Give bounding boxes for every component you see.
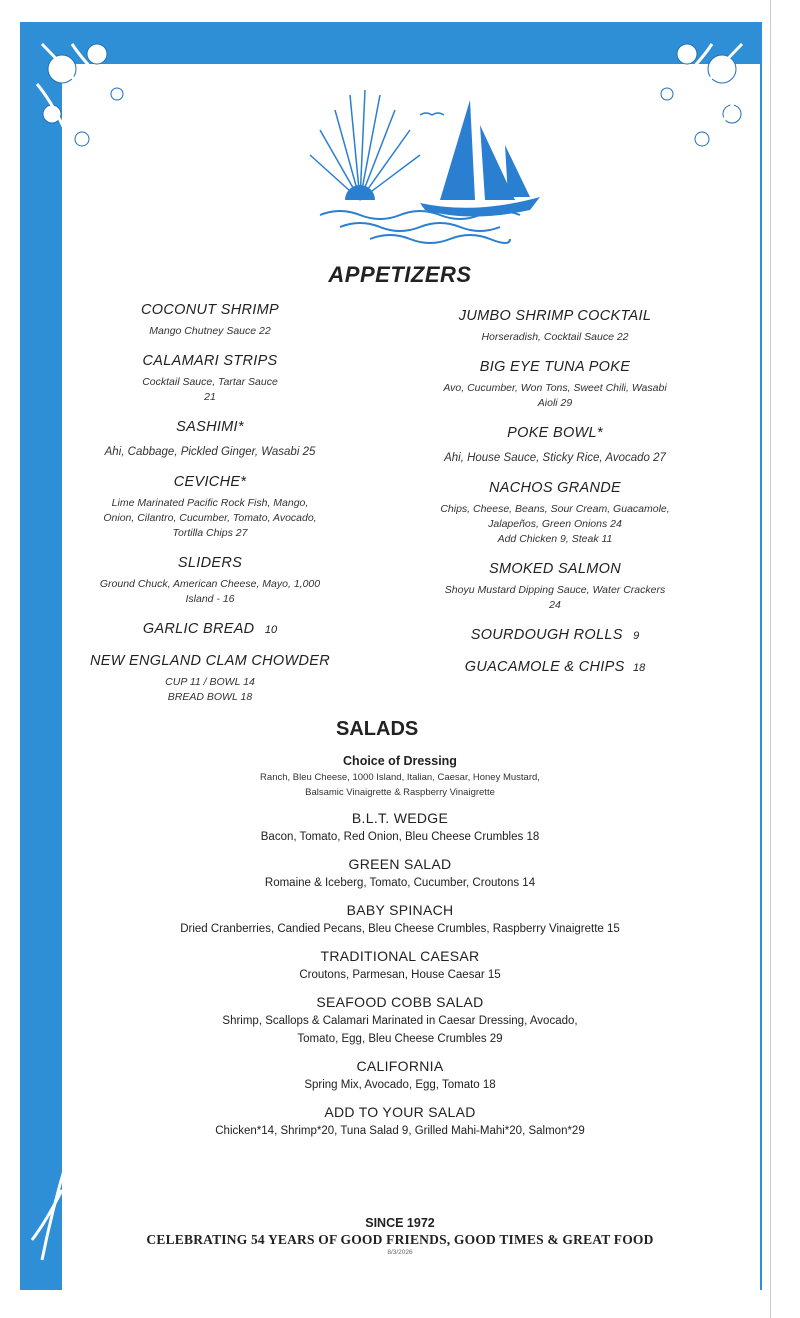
menu-item: [405, 559, 705, 613]
item-name: COCONUT SHRIMP: [141, 302, 279, 318]
menu-item: [405, 625, 705, 645]
item-description: Horseradish, Cocktail Sauce 22: [481, 331, 629, 343]
salad-name: SEAFOOD COBB SALAD: [316, 994, 484, 1010]
appetizers-right-column: [405, 300, 705, 689]
item-name: POKE BOWL*: [507, 425, 603, 441]
item-name: NACHOS GRANDE: [489, 480, 621, 496]
salad-name: ADD TO YOUR SALAD: [324, 1104, 476, 1120]
menu-item: [405, 306, 705, 345]
item-description: Shoyu Mustard Dipping Sauce, Water Crackers 24: [444, 584, 666, 611]
item-description: Cocktail Sauce, Tartar Sauce 21: [142, 376, 278, 403]
item-name: GARLIC BREAD: [142, 621, 255, 637]
menu-item: [60, 472, 360, 541]
salad-item: [60, 1056, 740, 1094]
item-description: Mango Chutney Sauce 22: [149, 325, 271, 337]
dressing-heading: Choice of Dressing: [343, 754, 457, 768]
salad-description: Bacon, Tomato, Red Onion, Bleu Cheese Crumbles 18: [260, 831, 540, 843]
item-description: Ahi, Cabbage, Pickled Ginger, Wasabi 25: [104, 446, 316, 458]
menu-item: [60, 417, 360, 460]
print-date: 8/3/2026: [387, 1249, 413, 1256]
footer: [0, 1216, 800, 1258]
menu-item: [405, 478, 705, 547]
item-name: BIG EYE TUNA POKE: [479, 359, 631, 375]
page-edge-line: [770, 0, 771, 1318]
item-description: CUP 11 / BOWL 14 BREAD BOWL 18: [165, 676, 255, 703]
menu-item: [60, 619, 360, 639]
item-name: CALAMARI STRIPS: [142, 353, 278, 369]
appetizers-left-column: [60, 300, 360, 717]
item-description: Avo, Cucumber, Won Tons, Sweet Chili, Wasabi Aioli 29: [443, 382, 667, 409]
salad-name: GREEN SALAD: [348, 856, 452, 872]
menu-item: [60, 351, 360, 405]
salad-description: Chicken*14, Shrimp*20, Tuna Salad 9, Grilled Mahi-Mahi*20, Salmon*29: [215, 1125, 585, 1137]
salad-description: Croutons, Parmesan, House Caesar 15: [299, 969, 501, 981]
since-text: SINCE 1972: [365, 1216, 435, 1230]
menu-item: [60, 300, 360, 339]
item-name: SASHIMI*: [176, 419, 244, 435]
salad-item: [60, 808, 740, 846]
salad-item: [60, 1102, 740, 1140]
menu-item: [60, 651, 360, 705]
floral-corner-top-right-icon: [632, 24, 762, 194]
item-name: JUMBO SHRIMP COCKTAIL: [458, 308, 652, 324]
dressing-options: Ranch, Bleu Cheese, 1000 Island, Italian, Caesar, Honey Mustard, Balsamic Vinaigrette & Raspberry Vinaigrette: [260, 772, 540, 798]
salad-description: Spring Mix, Avocado, Egg, Tomato 18: [304, 1079, 496, 1091]
salad-item: [60, 854, 740, 892]
sailboat-sunrise-illustration-icon: [300, 85, 560, 250]
floral-corner-top-left-icon: [22, 24, 152, 194]
item-price: 18: [633, 662, 646, 674]
item-name: SMOKED SALMON: [488, 561, 621, 577]
salad-description: Romaine & Iceberg, Tomato, Cucumber, Croutons 14: [264, 877, 536, 889]
item-price: 10: [264, 624, 278, 636]
menu-item: [405, 657, 705, 677]
salads-heading: SALADS: [336, 718, 419, 740]
item-name: CEVICHE*: [173, 474, 247, 490]
item-description: Ground Chuck, American Cheese, Mayo, 1,000 Island - 16: [99, 578, 321, 605]
item-name: NEW ENGLAND CLAM CHOWDER: [89, 653, 331, 669]
salad-name: CALIFORNIA: [356, 1058, 444, 1074]
menu-item: [60, 553, 360, 607]
salad-name: B.L.T. WEDGE: [351, 810, 449, 826]
salad-description: Dried Cranberries, Candied Pecans, Bleu Cheese Crumbles, Raspberry Vinaigrette 15: [180, 923, 620, 935]
salad-name: BABY SPINACH: [346, 902, 454, 918]
item-description: Chips, Cheese, Beans, Sour Cream, Guacamole, Jalapeños, Green Onions 24 Add Chicken 9, Steak 11: [440, 503, 670, 545]
salad-name: TRADITIONAL CAESAR: [320, 948, 480, 964]
item-name: SLIDERS: [177, 555, 243, 571]
menu-item: [405, 357, 705, 411]
tagline: CELEBRATING 54 YEARS OF GOOD FRIENDS, GOOD TIMES & GREAT FOOD: [146, 1232, 654, 1247]
menu-item: [405, 423, 705, 466]
salad-item: [60, 946, 740, 984]
item-price: 9: [633, 630, 640, 642]
salad-item: [60, 992, 740, 1048]
item-description: Ahi, House Sauce, Sticky Rice, Avocado 27: [444, 452, 666, 464]
item-name: GUACAMOLE & CHIPS: [464, 659, 625, 675]
salad-description: Shrimp, Scallops & Calamari Marinated in Caesar Dressing, Avocado, Tomato, Egg, Bleu Cheese Crumbles 29: [222, 1015, 578, 1045]
item-name: SOURDOUGH ROLLS: [470, 627, 623, 643]
salad-item: [60, 900, 740, 938]
item-description: Lime Marinated Pacific Rock Fish, Mango, Onion, Cilantro, Cucumber, Tomato, Avocado, Tortilla Chips 27: [103, 497, 317, 539]
salads-section: [60, 752, 740, 1140]
appetizers-heading: APPETIZERS: [328, 262, 472, 287]
